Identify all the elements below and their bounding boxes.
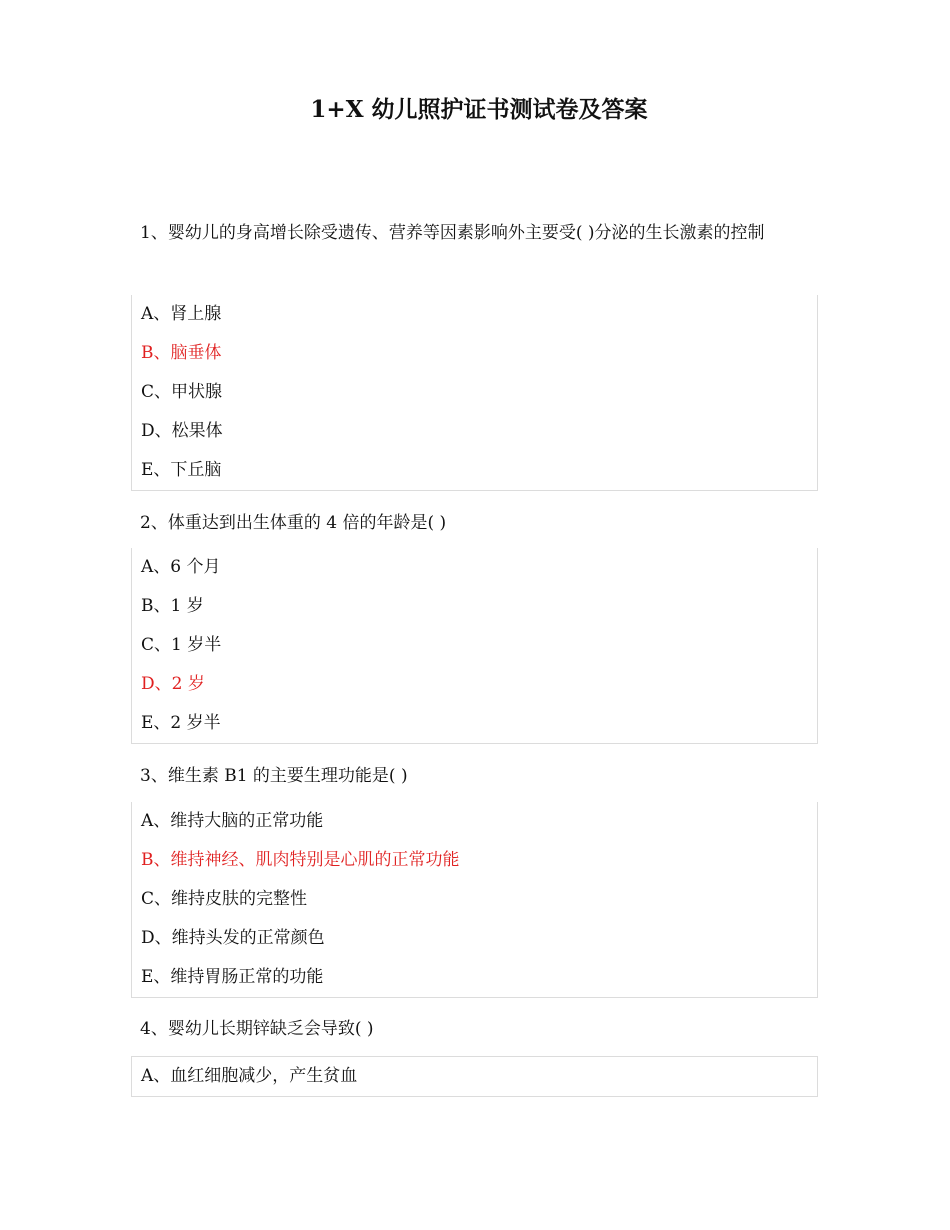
option-1e: E、下丘脑	[141, 460, 222, 480]
option-1c: C、甲状腺	[141, 382, 223, 402]
question-4-text: 4、婴幼儿长期锌缺乏会导致( )	[140, 1019, 374, 1039]
option-2d-correct: D、2 岁	[141, 674, 205, 694]
option-1d: D、松果体	[141, 421, 223, 441]
question-2-options	[131, 548, 818, 744]
option-3d: D、维持头发的正常颜色	[141, 928, 325, 948]
option-3b-correct: B、维持神经、肌肉特别是心肌的正常功能	[141, 850, 460, 870]
option-2b: B、1 岁	[141, 596, 204, 616]
option-1b-correct: B、脑垂体	[141, 343, 222, 363]
option-3c: C、维持皮肤的完整性	[141, 889, 308, 909]
option-2a: A、6 个月	[141, 557, 221, 577]
option-4a: A、血红细胞减少，产生贫血	[141, 1066, 358, 1086]
option-2c: C、1 岁半	[141, 635, 222, 655]
option-2e: E、2 岁半	[141, 713, 221, 733]
question-3-text: 3、维生素 B1 的主要生理功能是( )	[140, 766, 408, 786]
question-1-options	[131, 295, 818, 491]
option-3a: A、维持大脑的正常功能	[141, 811, 324, 831]
question-4-options	[131, 1056, 818, 1097]
option-3e: E、维持胃肠正常的功能	[141, 967, 324, 987]
page-title: 1+X 幼儿照护证书测试卷及答案	[310, 96, 648, 123]
question-1-text: 1、婴幼儿的身高增长除受遗传、营养等因素影响外主要受( )分泌的生长激素的控制	[140, 223, 765, 243]
question-3-options	[131, 802, 818, 998]
question-2-text: 2、体重达到出生体重的 4 倍的年龄是( )	[140, 513, 447, 533]
option-1a: A、肾上腺	[141, 304, 222, 324]
